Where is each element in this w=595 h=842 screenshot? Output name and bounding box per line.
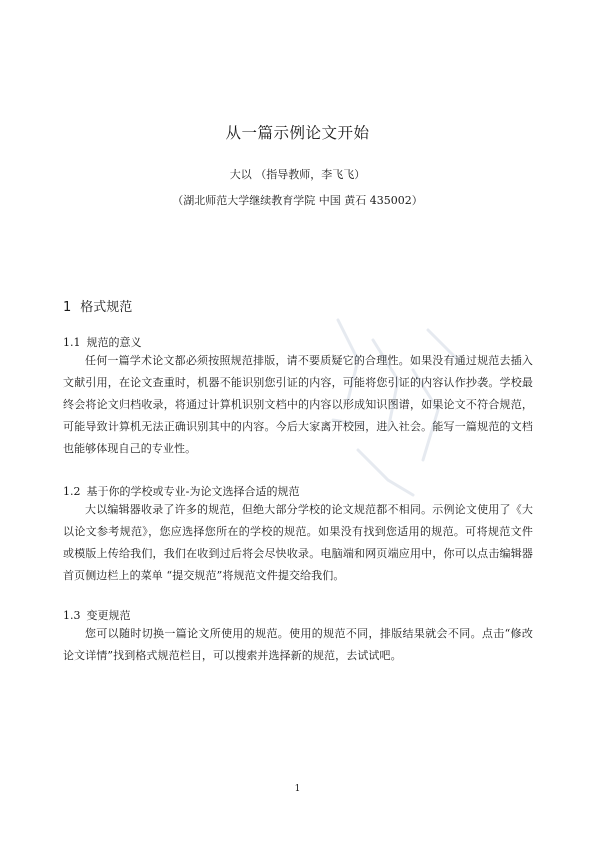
section-heading [63, 296, 132, 315]
subsection-heading [63, 483, 299, 499]
affiliation-line: （湖北师范大学继续教育学院 中国 黄石 435002） [172, 194, 423, 207]
section-label: 格式规范 [80, 300, 133, 315]
paper-title: 从一篇示例论文开始 [225, 124, 370, 142]
body-paragraph: 您可以随时切换一篇论文所使用的规范。使用的规范不同，排版结果就会不同。点击“修改论文详情”找到格式规范栏目，可以搜索并选择新的规范，去试试吧。 [63, 627, 533, 662]
subsection-heading [63, 607, 131, 623]
subsection-label: 基于你的学校或专业-为论文选择合适的规范 [86, 485, 300, 498]
body-paragraph: 大以编辑器收录了许多的规范，但绝大部分学校的论文规范都不相同。示例论文使用了《大以论文参考规范》，您应选择您所在的学校的规范。如果没有找到您适用的规范。可将规范文件或模版上传给我们，我们在收到过后将会尽快收录。电脑端和网页端应用中，你可以点击编辑器首页侧边栏上的菜单 “提交规范”将规范文件提交给我们。 [63, 503, 533, 582]
subsection-number: 1.2 [63, 485, 81, 498]
page-number: 1 [294, 784, 301, 794]
subsection-number: 1.1 [63, 336, 81, 349]
subsection-label: 规范的意义 [86, 336, 142, 349]
subsection-label: 变更规范 [86, 609, 131, 622]
author-line: 大以 （指导教师，李飞飞） [229, 168, 366, 181]
subsection-heading [63, 334, 142, 350]
subsection-number: 1.3 [63, 609, 81, 622]
section-number: 1 [63, 300, 72, 315]
body-paragraph: 任何一篇学术论文都必须按照规范排版，请不要质疑它的合理性。如果没有通过规范去插入文献引用，在论文查重时，机器不能识别您引证的内容，可能将您引证的内容认作抄袭。学校最终会将论文归档收录，将通过计算机识别文档中的内容以形成知识图谱，如果论文不符合规范，可能导致计算机无法正确识别其中的内容。今后大家离开校园，进入社会。能写一篇规范的文档也能够体现自己的专业性。 [63, 354, 533, 455]
